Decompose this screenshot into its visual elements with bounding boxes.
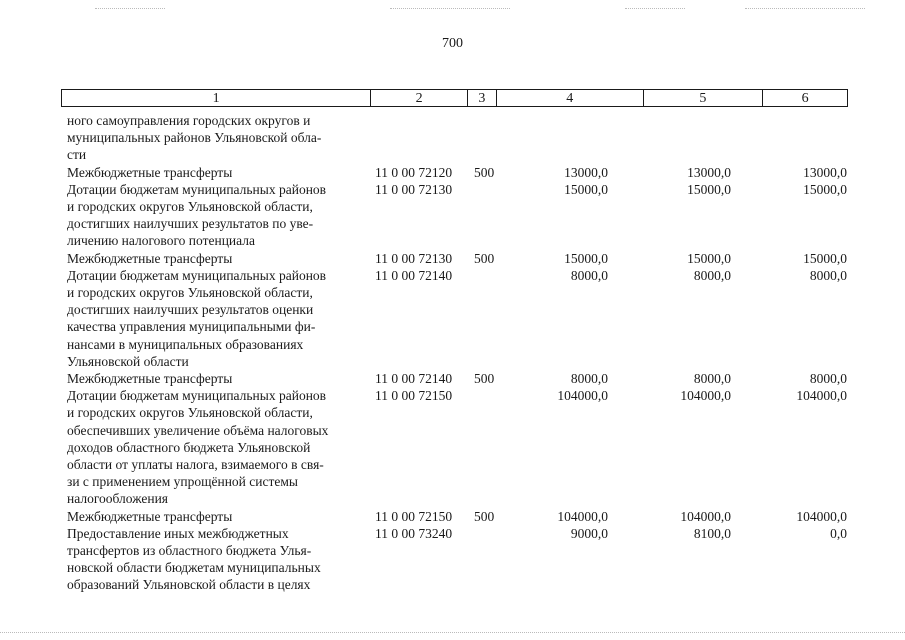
row-name-line: области от уплаты налога, взимаемого в свя- bbox=[67, 457, 324, 473]
table-row bbox=[0, 525, 905, 594]
row-amount-year-2: 8100,0 bbox=[693, 525, 731, 541]
budget-table-body bbox=[0, 112, 905, 594]
row-amount-year-1: 104000,0 bbox=[557, 508, 608, 524]
row-name-line: муниципальных районов Ульяновской обла- bbox=[67, 130, 322, 146]
row-name-line: Дотации бюджетам муниципальных районов bbox=[67, 181, 327, 197]
row-name-line: Межбюджетные трансферты bbox=[67, 250, 233, 266]
table-row bbox=[0, 181, 905, 250]
row-name-line: Межбюджетные трансферты bbox=[67, 508, 233, 524]
row-name-line: и городских округов Ульяновской области, bbox=[67, 199, 313, 215]
row-amount-year-2: 8000,0 bbox=[693, 267, 731, 283]
row-name-line: и городских округов Ульяновской области, bbox=[67, 285, 313, 301]
row-name bbox=[67, 267, 364, 370]
row-name-line: новской области бюджетам муниципальных bbox=[67, 560, 321, 576]
page-number: 700 bbox=[442, 36, 463, 51]
row-name-line: доходов областного бюджета Ульяновской bbox=[67, 439, 311, 455]
row-name bbox=[67, 370, 364, 387]
row-code: 11 0 00 72130 bbox=[375, 250, 453, 266]
row-name-line: Дотации бюджетам муниципальных районов bbox=[67, 388, 327, 404]
table-header bbox=[61, 89, 848, 107]
row-expense-type: 500 bbox=[474, 371, 495, 387]
row-amount-year-3: 104000,0 bbox=[796, 388, 847, 404]
row-amount-year-1: 15000,0 bbox=[564, 250, 608, 266]
row-code: 11 0 00 72140 bbox=[375, 267, 453, 283]
row-name-line: достигших наилучших результатов по уве- bbox=[67, 216, 314, 232]
row-amount-year-1: 13000,0 bbox=[564, 164, 608, 180]
row-name-line: личению налогового потенциала bbox=[67, 233, 255, 249]
scan-artifact-top bbox=[745, 8, 865, 10]
row-code: 11 0 00 72140 bbox=[375, 371, 453, 387]
row-name bbox=[67, 387, 364, 507]
row-amount-year-1: 9000,0 bbox=[570, 525, 608, 541]
row-name-line: достигших наилучших результатов оценки bbox=[67, 302, 314, 318]
row-code: 11 0 00 72150 bbox=[375, 388, 453, 404]
header-col-6: 6 bbox=[801, 91, 809, 106]
row-name bbox=[67, 164, 364, 181]
row-amount-year-1: 8000,0 bbox=[570, 267, 608, 283]
scan-artifact-top bbox=[390, 8, 510, 10]
row-code: 11 0 00 73240 bbox=[375, 525, 453, 541]
row-amount-year-3: 8000,0 bbox=[809, 267, 847, 283]
row-code: 11 0 00 72130 bbox=[375, 181, 453, 197]
row-name-line: сти bbox=[67, 147, 87, 163]
table-row bbox=[0, 250, 905, 267]
table-row bbox=[0, 508, 905, 525]
row-amount-year-2: 8000,0 bbox=[693, 371, 731, 387]
row-amount-year-3: 15000,0 bbox=[803, 181, 847, 197]
table-row bbox=[0, 387, 905, 507]
row-expense-type: 500 bbox=[474, 164, 495, 180]
table-row bbox=[0, 164, 905, 181]
row-amount-year-3: 104000,0 bbox=[796, 508, 847, 524]
row-code: 11 0 00 72150 bbox=[375, 508, 453, 524]
header-col-2: 2 bbox=[371, 90, 468, 106]
row-code: 11 0 00 72120 bbox=[375, 164, 453, 180]
row-name-line: нансами в муниципальных образованиях bbox=[67, 336, 304, 352]
row-name-line: Межбюджетные трансферты bbox=[67, 371, 233, 387]
scan-artifact-top bbox=[95, 8, 165, 10]
row-name-line: Ульяновской области bbox=[67, 353, 189, 369]
row-name-line: Предоставление иных межбюджетных bbox=[67, 525, 289, 541]
row-name-line: обеспечивших увеличение объёма налоговых bbox=[67, 422, 329, 438]
row-name-line: зи с применением упрощённой системы bbox=[67, 474, 298, 490]
row-amount-year-3: 0,0 bbox=[830, 525, 847, 541]
row-name bbox=[67, 181, 364, 250]
row-expense-type: 500 bbox=[474, 250, 495, 266]
row-expense-type: 500 bbox=[474, 508, 495, 524]
row-amount-year-3: 13000,0 bbox=[803, 164, 847, 180]
row-amount-year-2: 104000,0 bbox=[680, 508, 731, 524]
table-row bbox=[0, 370, 905, 387]
row-amount-year-3: 8000,0 bbox=[809, 371, 847, 387]
row-name bbox=[67, 250, 364, 267]
row-amount-year-1: 104000,0 bbox=[557, 388, 608, 404]
row-name-line: ного самоуправления городских округов и bbox=[67, 113, 311, 128]
scan-artifact-bottom bbox=[0, 632, 905, 634]
table-row bbox=[0, 112, 905, 164]
row-amount-year-2: 15000,0 bbox=[687, 181, 731, 197]
row-amount-year-2: 104000,0 bbox=[680, 388, 731, 404]
row-amount-year-1: 15000,0 bbox=[564, 181, 608, 197]
row-amount-year-2: 13000,0 bbox=[687, 164, 731, 180]
row-name-line: Дотации бюджетам муниципальных районов bbox=[67, 267, 327, 283]
row-name-line: Межбюджетные трансферты bbox=[67, 164, 233, 180]
row-amount-year-3: 15000,0 bbox=[803, 250, 847, 266]
header-col-5: 5 bbox=[644, 90, 764, 106]
row-name bbox=[67, 525, 364, 594]
row-name-line: и городских округов Ульяновской области, bbox=[67, 405, 313, 421]
row-name-line: налогообложения bbox=[67, 491, 169, 507]
header-col-1: 1 bbox=[62, 90, 371, 106]
scan-artifact-top bbox=[625, 8, 685, 10]
row-amount-year-1: 8000,0 bbox=[570, 371, 608, 387]
table-row bbox=[0, 267, 905, 370]
header-col-3: 3 bbox=[468, 90, 497, 106]
row-name-line: трансфертов из областного бюджета Улья- bbox=[67, 543, 312, 559]
row-name bbox=[67, 508, 364, 525]
row-name-line: качества управления муниципальными фи- bbox=[67, 319, 316, 335]
header-col-4: 4 bbox=[497, 90, 644, 106]
row-name-line: образований Ульяновской области в целях bbox=[67, 577, 311, 593]
row-amount-year-2: 15000,0 bbox=[687, 250, 731, 266]
row-name bbox=[67, 112, 364, 164]
